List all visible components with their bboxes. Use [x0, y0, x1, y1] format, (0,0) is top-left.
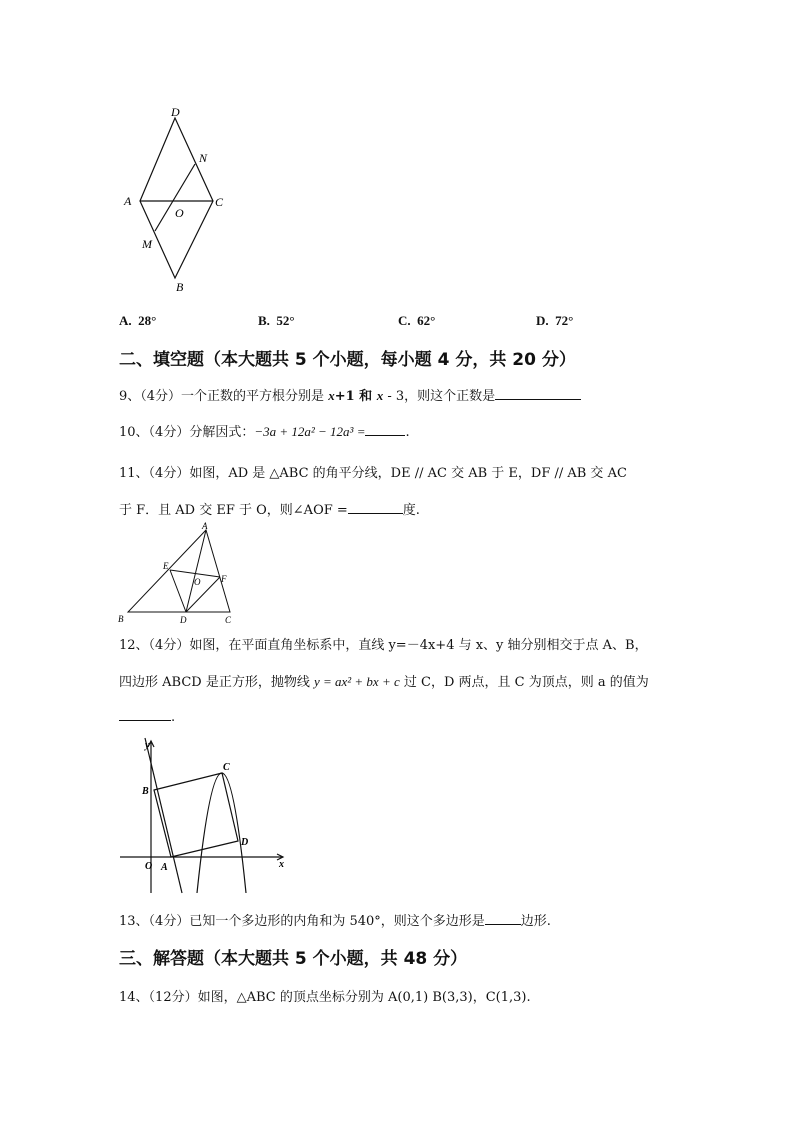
triangle-figure: [112, 520, 247, 630]
label-O: O: [145, 861, 153, 872]
label-D: D: [241, 837, 249, 848]
label-C: C: [223, 762, 230, 773]
label-D: D: [180, 615, 187, 625]
option-a[interactable]: A. 28°: [119, 313, 157, 328]
question-13: 13、（4分）已知一个多边形的内角和为 540°，则这个多边形是 边形.: [119, 914, 551, 929]
label-D: D: [171, 105, 180, 119]
coordinate-figure: [115, 733, 290, 903]
answer-blank-10[interactable]: [365, 423, 405, 436]
question-12-line1: 12、（4分）如图，在平面直角坐标系中，直线 y=－4x+4 与 x、y 轴分别相交于点 A、B，: [119, 638, 648, 653]
question-14: 14、（12分）如图，△ABC 的顶点坐标分别为 A(0,1) B(3,3)，C(1,3).: [119, 990, 531, 1005]
option-b[interactable]: B. 52°: [258, 313, 295, 328]
option-c[interactable]: C. 62°: [398, 313, 436, 328]
label-E: E: [163, 561, 169, 571]
label-C: C: [215, 195, 224, 209]
section-heading-answer: 三、解答题（本大题共 5 个小题，共 48 分）: [119, 949, 468, 969]
question-12-line2: 四边形 ABCD 是正方形，抛物线 y = ax² + bx + c 过 C，D 两点，且 C 为顶点，则 a 的值为: [119, 674, 649, 690]
question-9: 9、（4分）一个正数的平方根分别是 x+1 和 x - 3，则这个正数是: [119, 385, 581, 404]
question-10: 10、（4分）分解因式：−3a + 12a² − 12a³ = .: [119, 424, 410, 440]
label-M: M: [142, 237, 152, 251]
question-11-line1: 11、（4分）如图，AD 是 △ABC 的角平分线，DE // AC 交 AB 于 E，DF // AB 交 AC: [119, 466, 627, 481]
axis-label-x: x: [279, 859, 284, 870]
question-11-line2: 于 F．且 AD 交 EF 于 O，则∠AOF = 度.: [119, 503, 420, 518]
label-B: B: [176, 280, 184, 294]
label-F: F: [221, 574, 227, 584]
answer-blank-12[interactable]: [119, 708, 171, 721]
answer-blank-9[interactable]: [495, 387, 581, 400]
label-B: B: [142, 786, 149, 797]
label-B: B: [118, 614, 124, 624]
axis-label-y: y: [145, 740, 150, 751]
label-O: O: [175, 206, 184, 220]
option-d[interactable]: D. 72°: [536, 313, 574, 328]
label-C: C: [225, 615, 232, 625]
question-12-line3: .: [119, 708, 175, 725]
answer-blank-11[interactable]: [348, 501, 403, 514]
label-A: A: [161, 862, 168, 873]
label-N: N: [199, 151, 208, 165]
label-O: O: [194, 577, 201, 587]
label-A: A: [202, 521, 208, 531]
answer-blank-13[interactable]: [485, 912, 521, 925]
label-A: A: [124, 194, 132, 208]
rhombus-figure: [115, 100, 235, 300]
section-heading-fill-in: 二、填空题（本大题共 5 个小题，每小题 4 分，共 20 分）: [119, 350, 576, 370]
